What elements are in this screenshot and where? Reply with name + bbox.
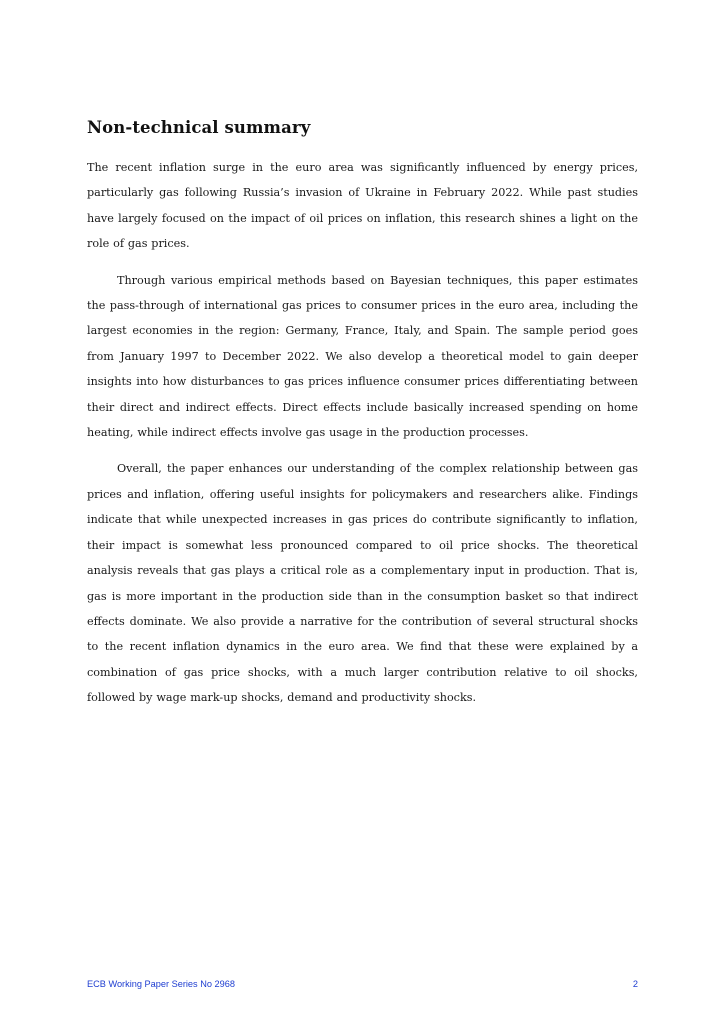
- section-title: Non-technical summary: [87, 118, 311, 137]
- paragraph-1: The recent inflation surge in the euro area was significantly influenced by energy prices, particularly gas following Russia’s invasion of Ukraine in February 2022. While past studies have largely focused on the impact of oil prices on inflation, this research shines a light on the role of gas prices.: [87, 161, 638, 251]
- paragraph-2: Through various empirical methods based on Bayesian techniques, this paper estimates the pass-through of international gas prices to consumer prices in the euro area, including the largest economies in the region: Germany, France, Italy, and Spain. The sample period goes from January 1997 to December 2022. We also develop a theoretical model to gain deeper insights into how disturbances to gas prices influence consumer prices differentiating between their direct and indirect effects. Direct effects include basically increased spending on home heating, while indirect effects involve gas usage in the production processes.: [87, 273, 638, 440]
- summary-body: [87, 155, 638, 722]
- page-number: 2: [632, 979, 638, 989]
- footer-series-label: ECB Working Paper Series No 2968: [87, 979, 235, 989]
- page-footer: [87, 979, 638, 989]
- paragraph-3: Overall, the paper enhances our understanding of the complex relationship between gas prices and inflation, offering useful insights for policymakers and researchers alike. Findings indicate that while unexpected increases in gas prices do contribute significantly to inflation, their impact is somewhat less pronounced compared to oil price shocks. The theoretical analysis reveals that gas plays a critical role as a complementary input in production. That is, gas is more important in the production side than in the consumption basket so that indirect effects dominate. We also provide a narrative for the contribution of several structural shocks to the recent inflation dynamics in the euro area. We find that these were explained by a combination of gas price shocks, with a much larger contribution relative to oil shocks, followed by wage mark-up shocks, demand and productivity shocks.: [87, 462, 638, 705]
